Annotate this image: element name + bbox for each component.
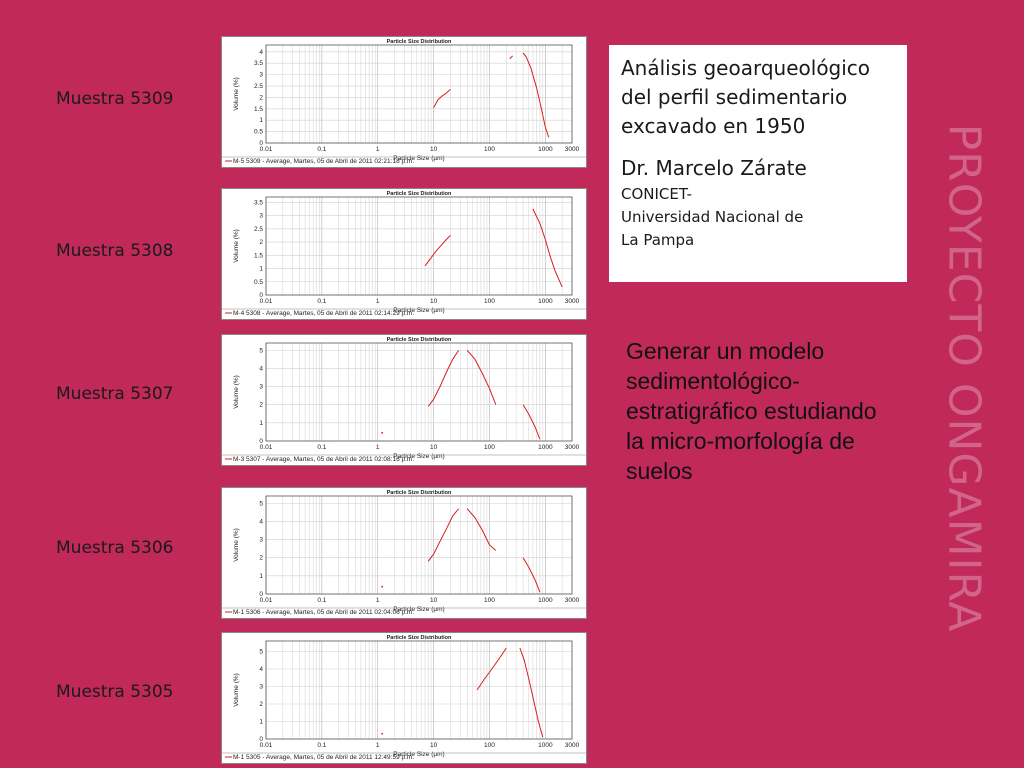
y-tick-label: 0 (259, 736, 263, 743)
y-tick-label: 2 (259, 701, 263, 708)
series-line (467, 350, 496, 404)
y-tick-label: 3 (259, 536, 263, 544)
y-tick-label: 1.5 (253, 252, 263, 260)
sample-label-5309: Muestra 5309 (56, 89, 174, 109)
legend-entry: M-1 5306 - Average, Martes, 05 de Abril de 2011 02:04:06 p.m. (233, 609, 415, 616)
particle-size-chart-5309 (222, 37, 586, 167)
x-tick-label: 1000 (538, 298, 553, 305)
plot-area-frame (266, 197, 572, 295)
x-tick-label: 0.01 (259, 298, 273, 305)
particle-size-chart-5305 (222, 633, 586, 763)
chart-title: Particle Size Distribution (386, 490, 452, 496)
y-tick-label: 4 (259, 48, 263, 56)
y-tick-label: 0 (259, 292, 263, 299)
x-tick-label: 1000 (538, 146, 553, 153)
series-line (467, 509, 496, 551)
x-tick-label: 10 (429, 444, 438, 451)
series-line (428, 509, 458, 562)
y-tick-label: 0 (259, 438, 263, 445)
chart-title: Particle Size Distribution (386, 635, 452, 641)
legend-entry: M-3 5307 - Average, Martes, 05 de Abril de 2011 02:08:16 p.m. (233, 456, 415, 463)
x-tick-label: 1 (375, 298, 380, 305)
series-line (434, 89, 451, 107)
x-tick-label: 10 (429, 298, 438, 305)
institution-line-1: CONICET- (621, 185, 693, 203)
x-tick-label: 1000 (538, 444, 553, 451)
x-tick-label: 0.1 (317, 742, 327, 749)
y-tick-label: 2.5 (253, 225, 263, 233)
y-axis-label: Volume (%) (233, 229, 240, 263)
y-tick-label: 5 (259, 347, 263, 355)
y-tick-label: 3 (259, 383, 263, 391)
x-tick-label: 0.01 (259, 597, 273, 604)
x-tick-label: 10 (429, 597, 438, 604)
vertical-project-title: PROYECTO ONGAMIRA (938, 123, 990, 633)
series-line (510, 56, 513, 59)
y-tick-label: 0 (259, 140, 263, 147)
plot-area-frame (266, 45, 572, 143)
y-tick-label: 1 (259, 419, 263, 427)
x-tick-label: 0.01 (259, 742, 273, 749)
chart-title: Particle Size Distribution (386, 191, 452, 197)
x-tick-label: 1 (375, 444, 380, 451)
series-line (523, 405, 540, 440)
x-tick-label: 10 (429, 742, 438, 749)
data-point (381, 432, 383, 434)
institution-line-3: La Pampa (621, 231, 695, 249)
plot-area-frame (266, 343, 572, 441)
y-axis-label: Volume (%) (233, 673, 240, 707)
y-tick-label: 0 (259, 591, 263, 598)
chart-5305 (221, 632, 587, 764)
y-tick-label: 0.5 (253, 278, 263, 286)
data-point (381, 733, 383, 735)
y-tick-label: 5 (259, 648, 263, 656)
x-tick-label: 3000 (564, 146, 580, 153)
y-tick-label: 3.5 (253, 60, 263, 68)
y-tick-label: 3.5 (253, 199, 263, 207)
y-tick-label: 2 (259, 554, 263, 562)
x-axis-label: Particle Size (µm) (393, 155, 445, 162)
x-tick-label: 3000 (564, 298, 580, 305)
series-line (523, 53, 549, 137)
x-tick-label: 0.01 (259, 146, 273, 153)
x-tick-label: 100 (484, 444, 495, 451)
x-axis-label: Particle Size (µm) (393, 751, 445, 758)
y-tick-label: 4 (259, 666, 263, 673)
legend-entry: M-5 5309 - Average, Martes, 05 de Abril de 2011 02:21:18 p.m. (233, 158, 415, 165)
chart-title: Particle Size Distribution (386, 39, 452, 45)
x-tick-label: 0.1 (317, 597, 327, 604)
x-axis-label: Particle Size (µm) (393, 453, 445, 460)
x-tick-label: 0.1 (317, 298, 327, 305)
chart-5307 (221, 334, 587, 466)
y-tick-label: 3 (259, 212, 263, 220)
x-tick-label: 100 (484, 146, 495, 153)
chart-5308 (221, 188, 587, 320)
y-tick-label: 2 (259, 401, 263, 409)
x-tick-label: 3000 (564, 742, 580, 749)
y-tick-label: 2.5 (253, 83, 263, 91)
research-goal: Generar un modelo sedimentológico-estratigráfico estudiando la micro-morfología de suelos (626, 338, 877, 484)
x-tick-label: 1 (375, 742, 380, 749)
x-tick-label: 0.1 (317, 146, 327, 153)
x-tick-label: 3000 (564, 597, 580, 604)
study-title: Análisis geoarqueológico del perfil sedimentario excavado en 1950 (621, 56, 871, 138)
series-line (523, 558, 540, 593)
plot-area-frame (266, 496, 572, 594)
x-tick-label: 1000 (538, 597, 553, 604)
y-tick-label: 1 (259, 117, 263, 125)
series-line (428, 350, 458, 406)
sample-label-5305: Muestra 5305 (56, 682, 174, 702)
x-tick-label: 10 (429, 146, 438, 153)
x-axis-label: Particle Size (µm) (393, 606, 445, 613)
y-tick-label: 2 (259, 94, 263, 102)
x-tick-label: 100 (484, 742, 495, 749)
plot-area-frame (266, 641, 572, 739)
y-tick-label: 1 (259, 718, 263, 726)
particle-size-chart-5306 (222, 488, 586, 618)
institution-line-2: Universidad Nacional de (621, 208, 804, 226)
x-tick-label: 3000 (564, 444, 580, 451)
y-tick-label: 1 (259, 572, 263, 580)
y-tick-label: 1 (259, 265, 263, 273)
particle-size-chart-5307 (222, 335, 586, 465)
data-point (381, 586, 383, 588)
y-tick-label: 3 (259, 71, 263, 79)
sample-label-5306: Muestra 5306 (56, 538, 174, 558)
y-tick-label: 1.5 (253, 105, 263, 113)
chart-title: Particle Size Distribution (386, 337, 452, 343)
x-tick-label: 100 (484, 597, 495, 604)
x-axis-label: Particle Size (µm) (393, 307, 445, 314)
y-tick-label: 5 (259, 500, 263, 508)
x-tick-label: 0.1 (317, 444, 327, 451)
author-name: Dr. Marcelo Zárate (621, 156, 807, 180)
y-tick-label: 3 (259, 683, 263, 691)
y-tick-label: 2 (259, 239, 263, 247)
chart-5309 (221, 36, 587, 168)
chart-5306 (221, 487, 587, 619)
y-tick-label: 4 (259, 518, 263, 526)
particle-size-chart-5308 (222, 189, 586, 319)
x-tick-label: 0.01 (259, 444, 273, 451)
y-tick-label: 0.5 (253, 128, 263, 136)
legend-entry: M-1 5305 - Average, Martes, 05 de Abril de 2011 12:49:59 p.m. (233, 754, 415, 761)
y-axis-label: Volume (%) (233, 528, 240, 562)
x-tick-label: 1 (375, 597, 380, 604)
sample-label-5307: Muestra 5307 (56, 384, 174, 404)
y-tick-label: 4 (259, 365, 263, 373)
series-line (533, 209, 562, 287)
project-info-box (609, 45, 907, 282)
series-line (425, 235, 450, 266)
x-tick-label: 100 (484, 298, 495, 305)
legend-entry: M-4 5308 - Average, Martes, 05 de Abril de 2011 02:14:29 p.m. (233, 310, 415, 317)
y-axis-label: Volume (%) (233, 375, 240, 409)
sample-label-5308: Muestra 5308 (56, 241, 174, 261)
x-tick-label: 1 (375, 146, 380, 153)
x-tick-label: 1000 (538, 742, 553, 749)
y-axis-label: Volume (%) (233, 77, 240, 111)
